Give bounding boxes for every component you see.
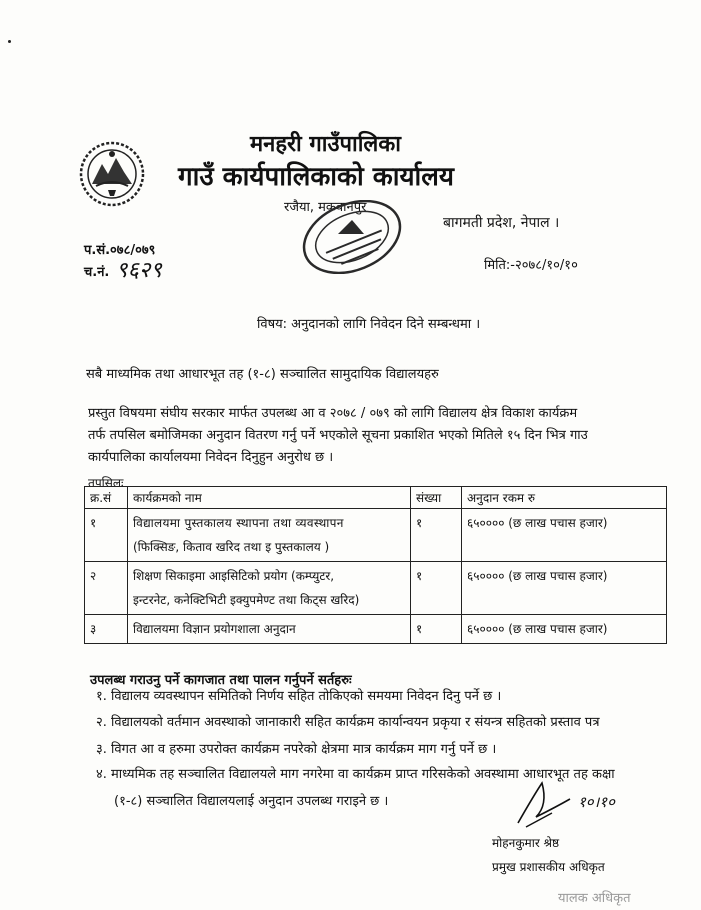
condition-item: ३. विगत आ व हरुमा उपरोक्त कार्यक्रम नपरेको क्षेत्रमा मात्र कार्यक्रम माग गर्नु पर्ने छ । — [96, 742, 497, 757]
body-line: कार्यपालिका कार्यालयमा निवेदन दिनुहुन अनुरोध छ । — [88, 450, 334, 465]
bleed-through-text: यालक अधिकृत — [558, 891, 631, 906]
addressee-line: सबै माध्यमिक तथा आधारभूत तह (१-८) सञ्चालित सामुदायिक विद्यालयहरु — [86, 367, 439, 382]
body-line: प्रस्तुत विषयमा संघीय सरकार मार्फत उपलब्ध आ व २०७८ / ०७९ को लागि विद्यालय क्षेत्र विकाश कार्यक्रम — [88, 406, 578, 421]
row-serial: १ — [85, 509, 128, 562]
header-quantity: संख्या — [411, 487, 462, 509]
signatory-name: मोहनकुमार श्रेष्ठ — [492, 836, 560, 850]
table-row — [85, 615, 667, 644]
office-name: गाउँ कार्यपालिकाको कार्यालय — [178, 162, 454, 192]
row-serial: २ — [85, 562, 128, 615]
office-stamp-icon — [298, 200, 406, 274]
municipality-name: मनहरी गाउँपालिका — [250, 132, 401, 157]
table-row — [85, 509, 667, 562]
subject-line: विषय: अनुदानको लागि निवेदन दिने सम्बन्धमा । — [257, 317, 481, 332]
row-quantity: १ — [411, 615, 462, 644]
header-amount: अनुदान रकम रु — [462, 487, 667, 509]
row-amount: ६५०००० (छ लाख पचास हजार) — [462, 615, 667, 644]
dispatch-label: च.नं. — [84, 265, 110, 280]
header-serial: क्र.सं — [85, 487, 128, 509]
row-amount: ६५०००० (छ लाख पचास हजार) — [462, 509, 667, 562]
program-line: विद्यालयमा पुस्तकालय स्थापना तथा व्यवस्थापन — [133, 516, 344, 530]
row-program — [128, 562, 411, 615]
letter-number: प.सं.०७८/०७९ — [84, 243, 156, 258]
letter-date: मिति:-२०७८/१०/१० — [484, 258, 578, 273]
body-line: तर्फ तपसिल बमोजिमका अनुदान वितरण गर्नु पर्ने भएकोले सूचना प्रकाशित भएको मितिले १५ दिन भित्र गाउ — [88, 428, 588, 443]
table-caption: तपसिलः — [88, 476, 124, 490]
row-quantity: १ — [411, 562, 462, 615]
row-program — [128, 509, 411, 562]
province-line: बागमती प्रदेश, नेपाल । — [443, 215, 560, 231]
nepal-emblem-icon — [78, 140, 146, 208]
signature-date: १०।१० — [578, 793, 615, 811]
table-row — [85, 562, 667, 615]
handwritten-signature — [512, 777, 640, 832]
table-header-row — [85, 487, 667, 509]
header-program: कार्यक्रमको नाम — [128, 487, 411, 509]
condition-item: १. विद्यालय व्यवस्थापन समितिको निर्णय सहित तोकिएको समयमा निवेदन दिनु पर्ने छ । — [96, 689, 502, 704]
scan-speck — [8, 40, 11, 43]
program-line: शिक्षण सिकाइमा आइसिटिको प्रयोग (कम्प्युटर, — [133, 569, 335, 583]
body-paragraph — [88, 403, 688, 469]
condition-item: २. विद्यालयको वर्तमान अवस्थाको जानाकारी सहित कार्यक्रम कार्यान्वयन प्रकृया र संयन्त्र सहितको प्रस्ताव पत्र — [96, 715, 600, 730]
row-serial: ३ — [85, 615, 128, 644]
row-program — [128, 615, 411, 644]
grant-table — [84, 486, 667, 644]
program-line: विद्यालयमा विज्ञान प्रयोगशाला अनुदान — [133, 622, 296, 636]
row-amount: ६५०००० (छ लाख पचास हजार) — [462, 562, 667, 615]
signatory-title: प्रमुख प्रशासकीय अधिकृत — [492, 860, 605, 874]
program-line: (फिक्सिङ, किताव खरिद तथा इ पुस्तकालय ) — [133, 540, 330, 554]
dispatch-number-handwritten: ९६२९ — [116, 258, 162, 283]
condition-item-continued: (१-८) सञ्चालित विद्यालयलाई अनुदान उपलब्ध गराइने छ । — [114, 794, 389, 809]
row-quantity: १ — [411, 509, 462, 562]
condition-item: ४. माध्यमिक तह सञ्चालित विद्यालयले माग नगरेमा वा कार्यक्रम प्राप्त गरिसकेको अवस्थामा आधारभूत तह कक्षा — [96, 767, 615, 782]
office-address: रजैया, मकवानपुर — [284, 200, 367, 215]
conditions-heading: उपलब्ध गराउनु पर्ने कागजात तथा पालन गर्नुपर्ने सर्तहरुः — [90, 673, 352, 688]
program-line: इन्टरनेट, कनेक्टिभिटी इक्युपमेण्ट तथा किट्स खरिद) — [133, 593, 360, 607]
